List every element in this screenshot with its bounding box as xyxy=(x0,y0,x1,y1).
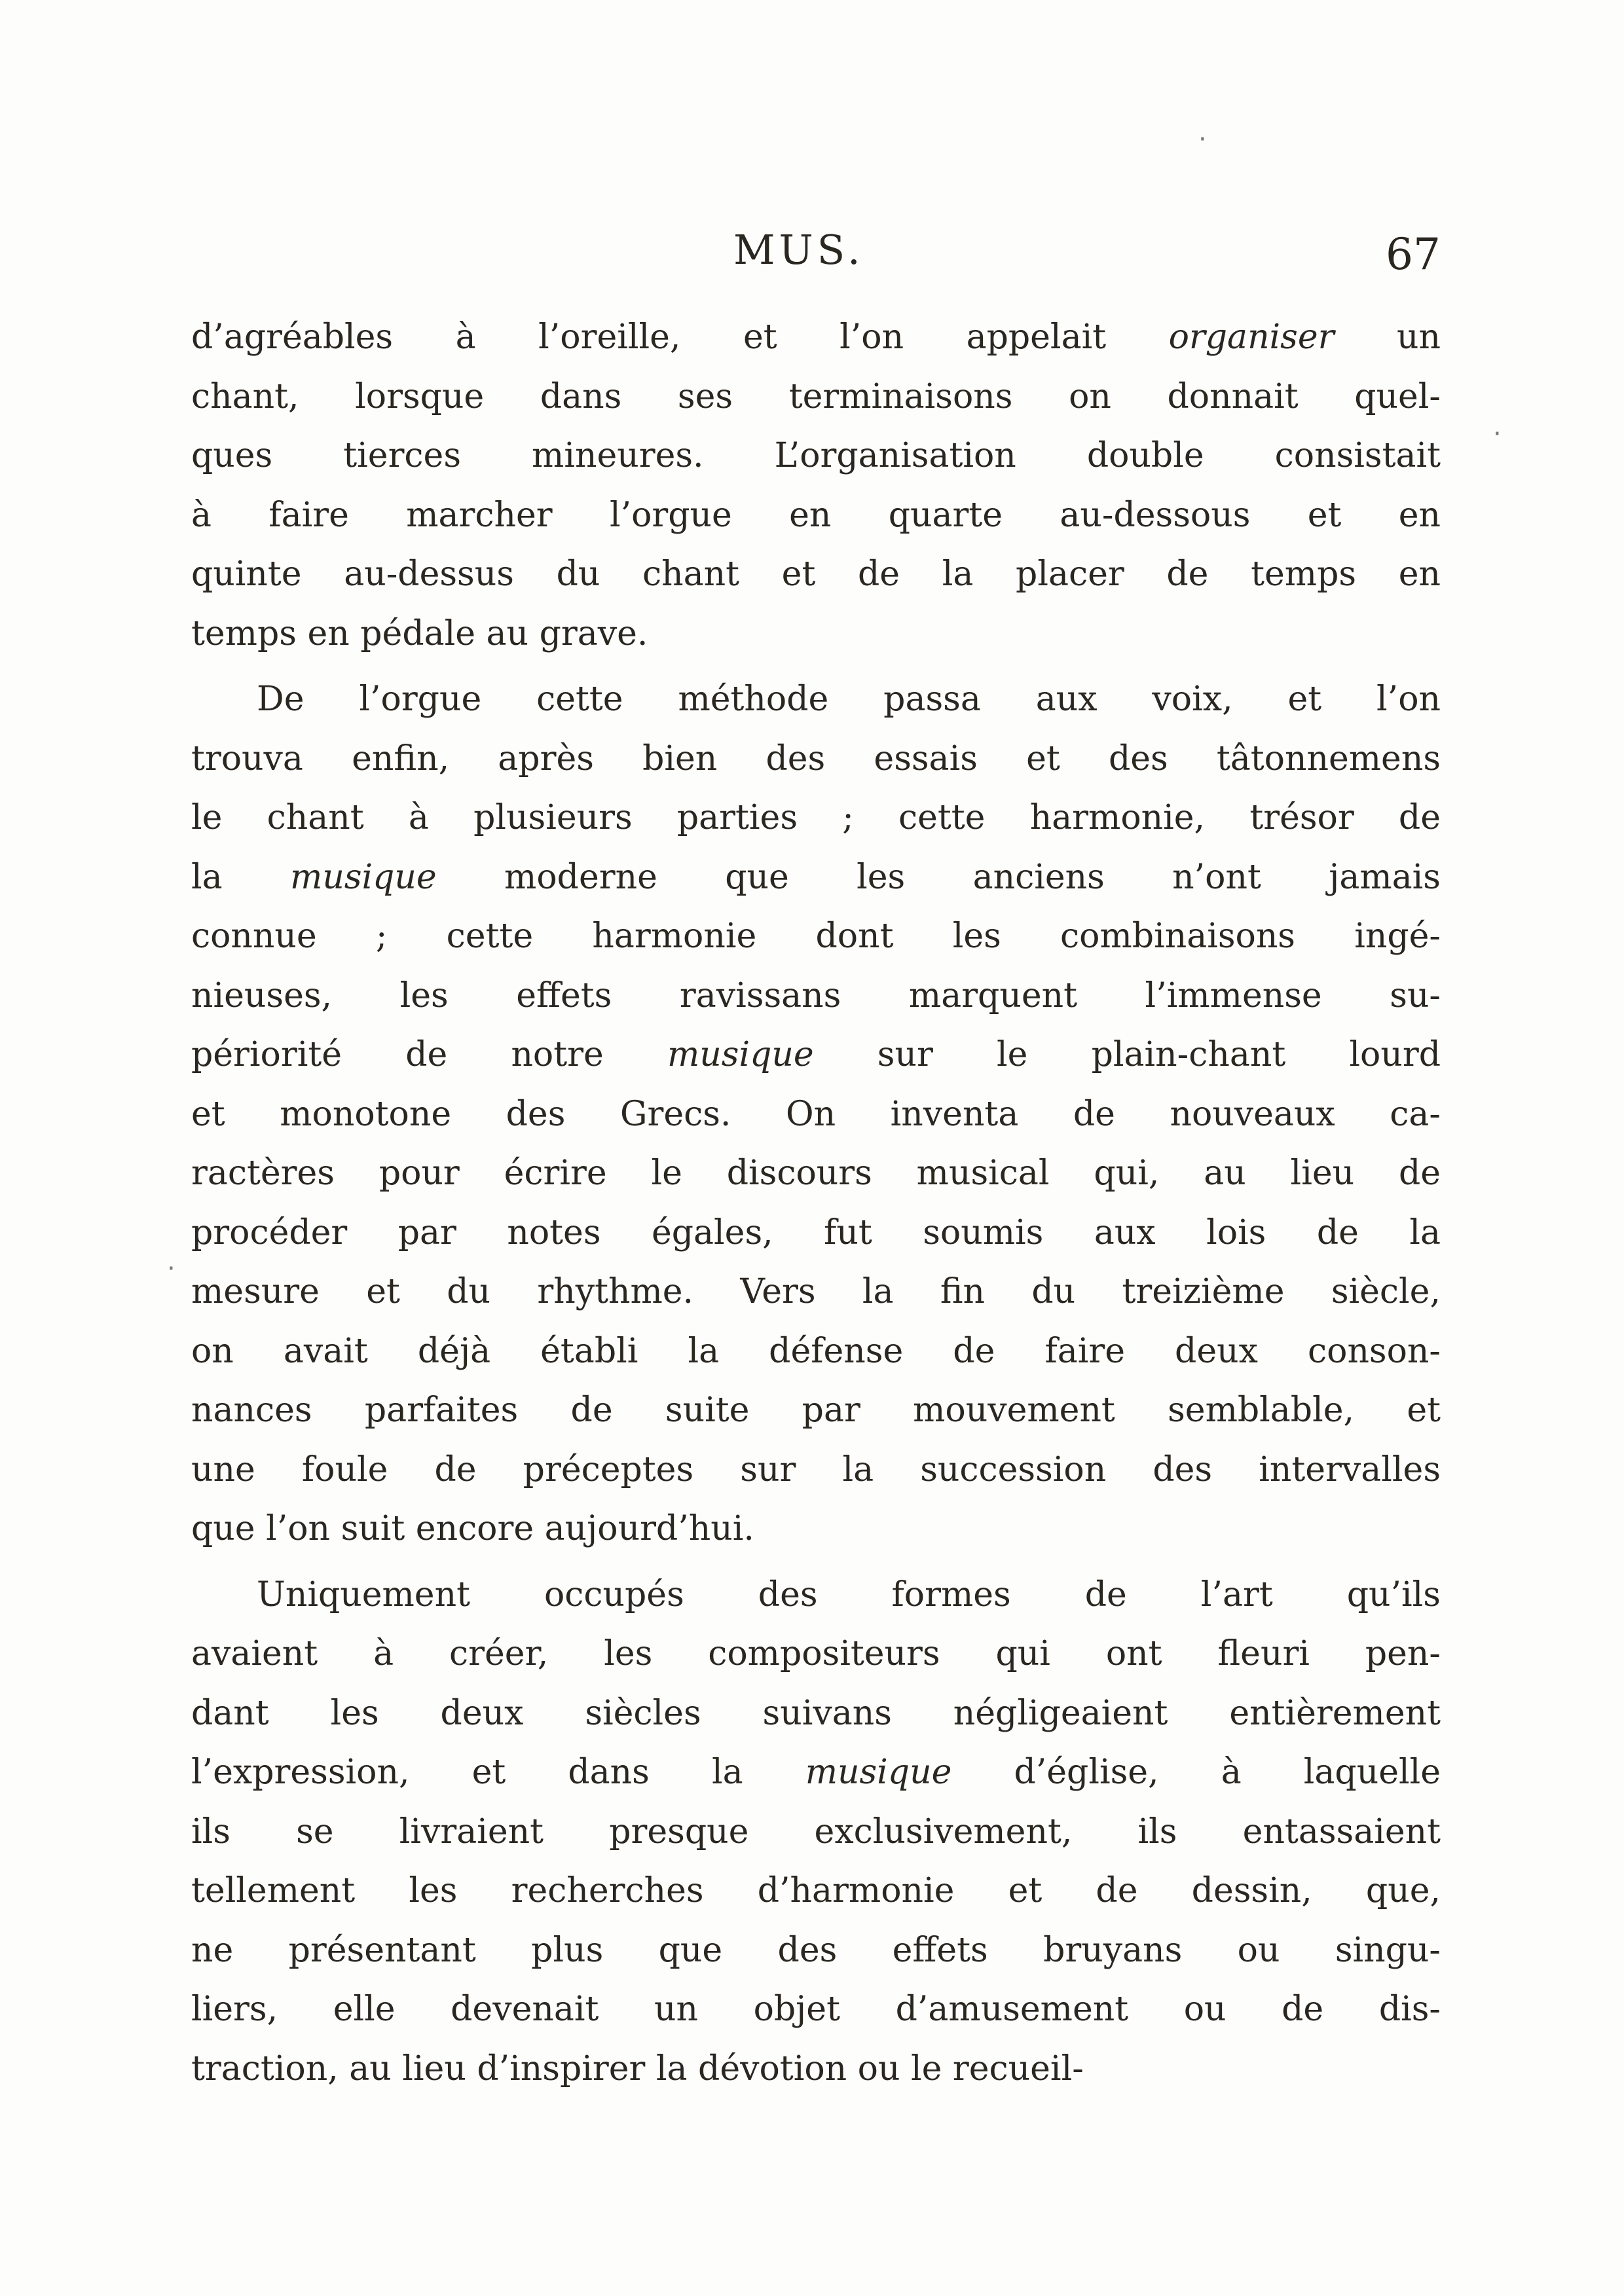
page-number: 67 xyxy=(1386,229,1441,280)
text-segment: traction, au lieu d’inspirer la dévotion ou le recueil- xyxy=(191,2049,1084,2088)
text-segment: à faire marcher l’orgue en quarte au-dessous et en xyxy=(191,495,1441,535)
text-line xyxy=(191,1565,1441,1625)
text-segment: chant, lorsque dans ses terminaisons on donnait quel- xyxy=(191,376,1441,416)
italic-word: musique xyxy=(667,1035,814,1074)
text-segment: et monotone des Grecs. On inventa de nouveaux ca- xyxy=(191,1094,1441,1134)
text-line xyxy=(191,1743,1441,1802)
text-line xyxy=(191,2039,1441,2099)
text-segment: liers, elle devenait un objet d’amusement ou de dis- xyxy=(191,1990,1441,2029)
text-segment: une foule de préceptes sur la succession des intervalles xyxy=(191,1449,1441,1489)
text-segment: De l’orgue cette méthode passa aux voix, et l’on xyxy=(257,680,1441,719)
text-line xyxy=(191,966,1441,1026)
text-segment: nances parfaites de suite par mouvement semblable, et xyxy=(191,1391,1441,1430)
paper-speck: · xyxy=(167,1254,175,1284)
text-line xyxy=(191,1203,1441,1263)
paragraph xyxy=(191,308,1441,663)
running-head: MUS. xyxy=(733,226,864,274)
paper-speck: · xyxy=(1493,419,1502,449)
text-line xyxy=(191,1802,1441,1862)
text-segment: quinte au-dessus du chant et de la placer de temps en xyxy=(191,555,1441,594)
text-line xyxy=(191,1440,1441,1500)
text-segment: ractères pour écrire le discours musical qui, au lieu de xyxy=(191,1154,1441,1193)
text-segment: l’expression, et dans la xyxy=(191,1753,805,1792)
text-segment: Uniquement occupés des formes de l’art qu’ils xyxy=(257,1575,1441,1614)
text-line xyxy=(191,1322,1441,1381)
text-line xyxy=(191,308,1441,367)
text-segment: ils se livraient presque exclusivement, ils entassaient xyxy=(191,1812,1441,1851)
text-segment: que l’on suit encore aujourd’hui. xyxy=(191,1509,754,1548)
text-line xyxy=(191,848,1441,907)
text-line xyxy=(191,426,1441,486)
paper-speck: · xyxy=(1198,124,1207,155)
text-segment: nieuses, les effets ravissans marquent l’immense su- xyxy=(191,975,1441,1015)
text-line xyxy=(191,907,1441,966)
text-segment: moderne que les anciens n’ont jamais xyxy=(436,857,1441,897)
paragraph xyxy=(191,670,1441,1559)
text-segment: avaient à créer, les compositeurs qui ont fleuri pen- xyxy=(191,1634,1441,1673)
text-line xyxy=(191,1624,1441,1684)
text-line xyxy=(191,670,1441,729)
text-line xyxy=(191,1921,1441,1980)
text-segment: d’agréables à l’oreille, et l’on appelait xyxy=(191,318,1169,357)
text-segment: dant les deux siècles suivans négligeaient entièrement xyxy=(191,1693,1441,1733)
text-line xyxy=(191,1684,1441,1743)
text-line xyxy=(191,788,1441,848)
text-line xyxy=(191,1381,1441,1440)
text-segment: un xyxy=(1334,318,1441,357)
paragraph xyxy=(191,1565,1441,2099)
text-segment: procéder par notes égales, fut soumis aux lois de la xyxy=(191,1212,1441,1252)
text-segment: connue ; cette harmonie dont les combinaisons ingé- xyxy=(191,917,1441,956)
text-line xyxy=(191,1085,1441,1144)
text-segment: tellement les recherches d’harmonie et de dessin, que, xyxy=(191,1871,1441,1910)
text-line xyxy=(191,1980,1441,2039)
text-line xyxy=(191,1499,1441,1559)
text-line xyxy=(191,729,1441,789)
text-line xyxy=(191,1144,1441,1203)
text-line xyxy=(191,1025,1441,1085)
page-header xyxy=(196,226,1441,298)
italic-word: musique xyxy=(805,1753,952,1792)
body-text xyxy=(191,308,1441,2105)
text-segment: le chant à plusieurs parties ; cette harmonie, trésor de xyxy=(191,798,1441,837)
text-line xyxy=(191,1262,1441,1322)
text-line xyxy=(191,545,1441,604)
text-segment: sur le plain-chant lourd xyxy=(813,1035,1441,1074)
text-segment: ne présentant plus que des effets bruyans ou singu- xyxy=(191,1930,1441,1970)
text-segment: d’église, à laquelle xyxy=(951,1753,1441,1792)
text-segment: périorité de notre xyxy=(191,1035,667,1074)
italic-word: musique xyxy=(290,857,437,897)
text-line xyxy=(191,486,1441,545)
text-line xyxy=(191,604,1441,664)
text-segment: mesure et du rhythme. Vers la fin du treizième siècle, xyxy=(191,1272,1441,1311)
text-segment: la xyxy=(191,857,291,897)
text-segment: temps en pédale au grave. xyxy=(191,613,648,653)
text-segment: trouva enfin, après bien des essais et des tâtonnemens xyxy=(191,738,1441,778)
text-segment: on avait déjà établi la défense de faire deux conson- xyxy=(191,1331,1441,1371)
text-segment: ques tierces mineures. L’organisation double consistait xyxy=(191,436,1441,475)
text-line xyxy=(191,1861,1441,1921)
italic-word: organiser xyxy=(1168,318,1335,357)
text-line xyxy=(191,367,1441,427)
